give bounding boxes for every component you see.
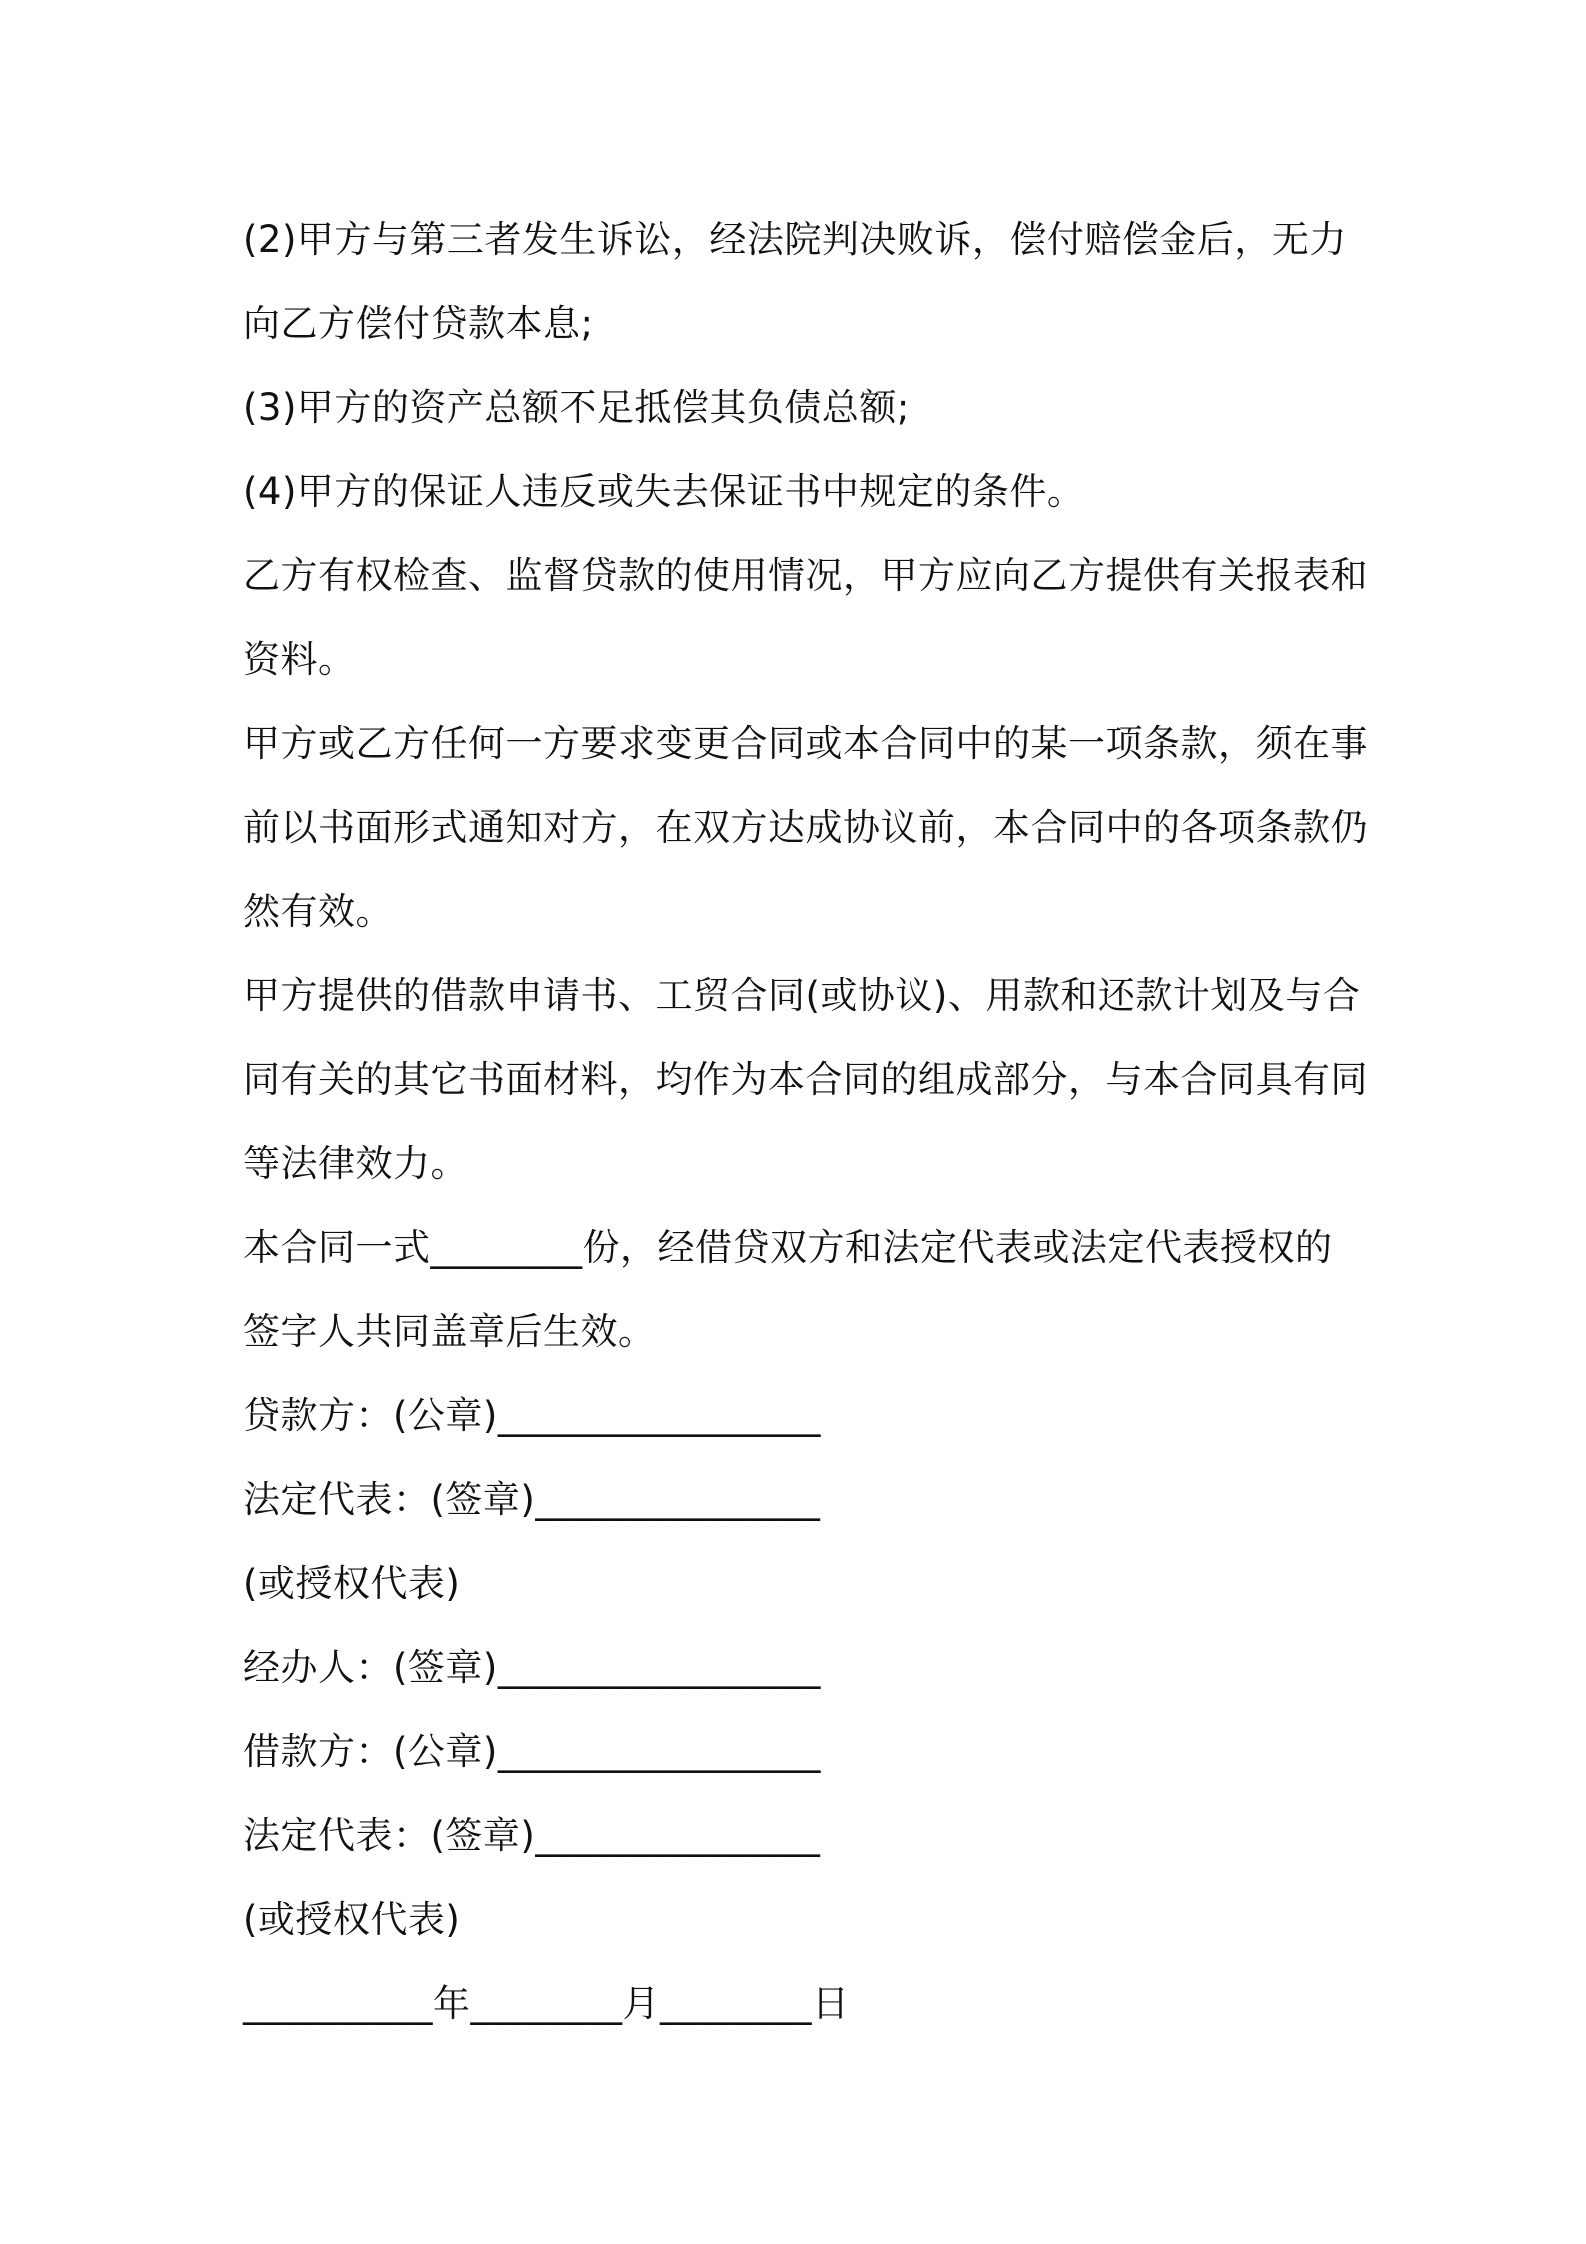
signature-line-legal-rep: 法定代表：(签章)_______________ (243, 1478, 821, 1521)
signature-line-lender-seal: 贷款方：(公章)_________________ (243, 1394, 821, 1437)
text-line: 等法律效力。 (243, 1142, 468, 1185)
text-line: 资料。 (243, 638, 356, 681)
text-line: (2)甲方与第三者发生诉讼，经法院判决败诉，偿付赔偿金后，无力 (243, 218, 1347, 261)
text-line: (3)甲方的资产总额不足抵偿其负债总额; (243, 386, 910, 429)
text-line: 前以书面形式通知对方，在双方达成协议前，本合同中的各项条款仍 (243, 806, 1368, 849)
signature-line-borrower-seal: 借款方：(公章)_________________ (243, 1730, 821, 1773)
date-line: __________年________月________日 (243, 1982, 850, 2025)
text-line: 甲方或乙方任何一方要求变更合同或本合同中的某一项条款，须在事 (243, 722, 1368, 765)
text-line: 同有关的其它书面材料，均作为本合同的组成部分，与本合同具有同 (243, 1058, 1368, 1101)
text-line: 乙方有权检查、监督贷款的使用情况，甲方应向乙方提供有关报表和 (243, 554, 1368, 597)
text-line: (4)甲方的保证人违反或失去保证书中规定的条件。 (243, 470, 1085, 513)
text-line: 甲方提供的借款申请书、工贸合同(或协议)、用款和还款计划及与合 (243, 974, 1361, 1017)
signature-line-legal-rep: 法定代表：(签章)_______________ (243, 1814, 821, 1857)
text-line: 然有效。 (243, 890, 393, 933)
text-line: (或授权代表) (243, 1562, 461, 1605)
text-line: (或授权代表) (243, 1898, 461, 1941)
text-line: 向乙方偿付贷款本息; (243, 302, 594, 345)
text-line: 本合同一式________份，经借贷双方和法定代表或法定代表授权的 (243, 1226, 1333, 1269)
text-line: 签字人共同盖章后生效。 (243, 1310, 656, 1353)
document-body (243, 198, 1368, 2046)
signature-line-handler: 经办人：(签章)_________________ (243, 1646, 821, 1689)
